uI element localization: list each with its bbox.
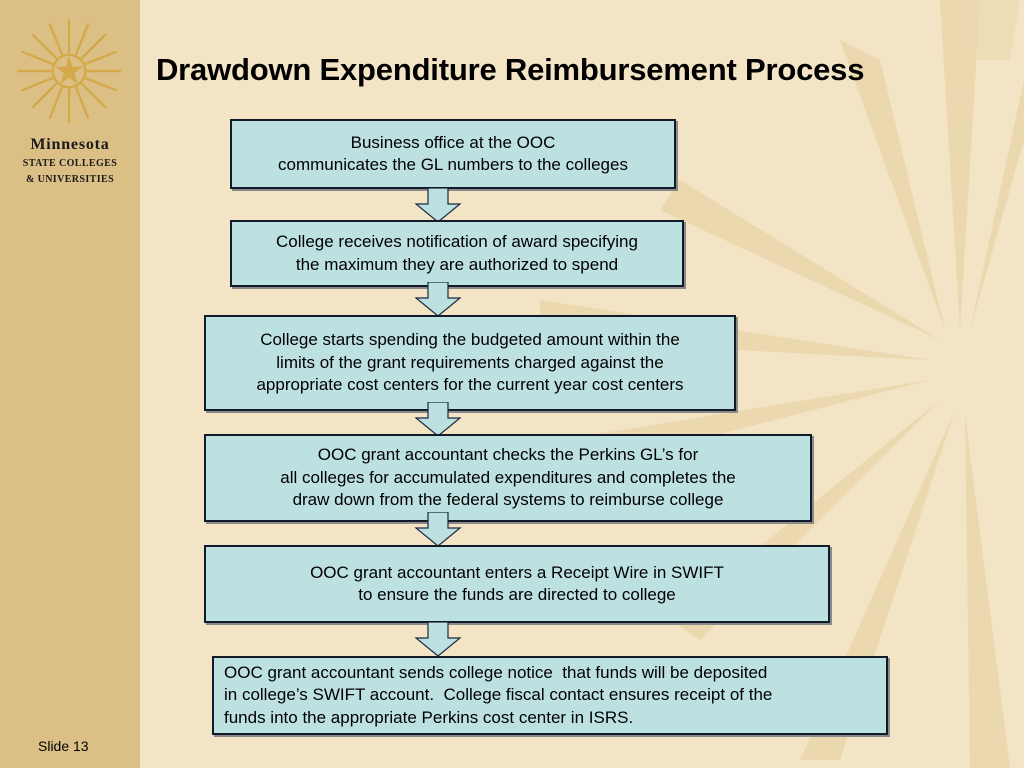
slide-title: Drawdown Expenditure Reimbursement Process [156,52,865,87]
process-step-5-text: OOC grant accountant enters a Receipt Wire in SWIFT to ensure the funds are directed to college [310,562,724,604]
brand-subtitle-1: STATE COLLEGES [22,158,118,169]
down-arrow-icon [414,512,462,548]
process-step-4 [204,434,812,522]
brand-name: Minnesota [30,136,110,153]
process-step-1 [230,119,676,189]
process-step-4-text: OOC grant accountant checks the Perkins GL’s for all colleges for accumulated expenditures and completes the draw down from the federal systems to reimburse college [280,445,736,510]
process-step-5 [204,545,830,623]
down-arrow-icon [414,402,462,438]
process-step-2-text: College receives notification of award specifying the maximum they are authorized to spend [276,232,638,274]
process-step-3 [204,315,736,411]
down-arrow-icon [414,188,462,224]
process-step-6-text: OOC grant accountant sends college notice that funds will be deposited in college’s SWIFT account. College fiscal contact ensures receipt of the funds into the appropriate Perkins cost center in ISRS. [224,662,773,727]
sunburst-logo-icon [15,17,123,125]
slide-number: Slide 13 [38,738,89,754]
process-step-1-text: Business office at the OOC communicates the GL numbers to the colleges [278,132,628,174]
down-arrow-icon [414,622,462,658]
process-step-3-text: College starts spending the budgeted amount within the limits of the grant requirements charged against the appropriate cost centers for the current year cost centers [256,330,684,395]
down-arrow-icon [414,282,462,318]
process-step-2 [230,220,684,287]
brand-subtitle-2: & UNIVERSITIES [25,174,115,185]
process-step-6 [212,656,888,735]
